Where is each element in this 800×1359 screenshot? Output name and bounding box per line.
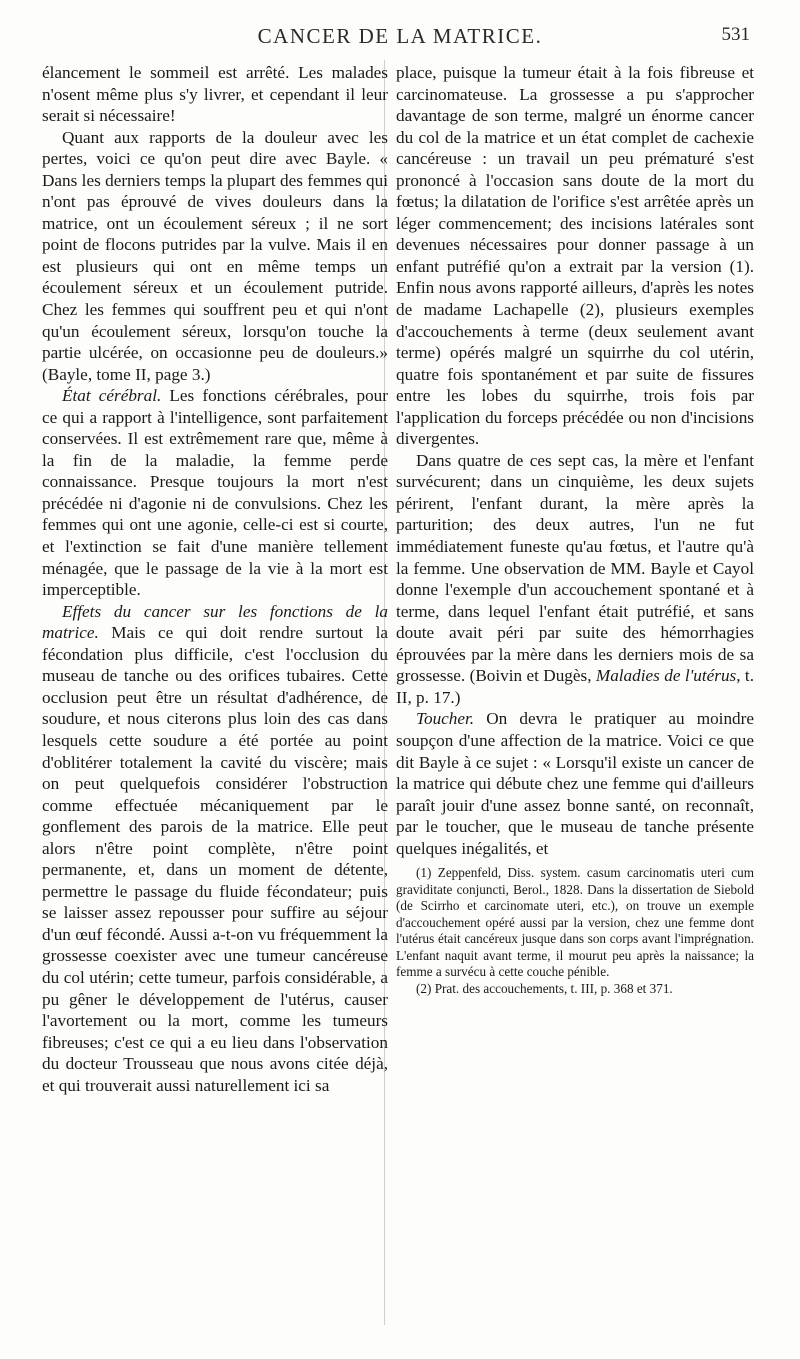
paragraph-sept-cas — [396, 450, 754, 709]
heading-etat-cerebral: État cérébral. — [62, 386, 162, 406]
citation-ref: , t. II, p. 17.) — [396, 666, 754, 707]
footnote-2-text: Prat. des accouchements, t. III, p. 368 et 371. — [431, 980, 673, 996]
paragraph-effets-cancer — [42, 601, 388, 1097]
heading-effets-cancer: Effets du cancer sur les fonctions de la matrice. — [42, 601, 388, 643]
heading-toucher: Toucher. — [416, 709, 475, 729]
text-sept-cas: Dans quatre de ces sept cas, la mère et l'enfant survécurent; dans un cinquième, les deux sujets périrent, l'enfant durant, la mère après la parturition; des deux autres, l'un ne fut immédiatement funeste qu'au fœtus, et l'autre qu'à la femme. Une observation de MM. Bayle et Cayol donne l'exemple d'un accouchement spontané et à terme, dans lequel l'enfant était putréfié, et sans doute avait péri par suite des hémorrhagies éprouvées par la mère dans les derniers mois de sa grossesse. (Boivin et Dugès, — [396, 450, 754, 686]
citation-title: Maladies de l'utérus — [595, 666, 737, 686]
right-column — [396, 62, 754, 997]
footnote-2-marker: (2) — [416, 980, 432, 996]
left-column — [42, 62, 388, 1096]
running-title: CANCER DE LA MATRICE. — [257, 24, 543, 48]
footnote-1 — [396, 865, 754, 981]
text-toucher: On devra le pratiquer au moindre soupçon d'une affection de la matrice. Voici ce que dit Bayle à ce sujet : « Lorsqu'il existe un cancer de la matrice qui débute chez une femme qui d'ailleurs paraît jouir d'une assez bonne santé, on reconnaît, par le toucher, que le museau de tanche présente quelques inégalités, et — [396, 709, 754, 858]
footnote-1-text: Zeppenfeld, Diss. system. casum carcinomatis uteri cum graviditate conjuncti, Berol., 1828. Dans la dissertation de Siebold (de Scirrho et carcinomate uteri, etc.), on trouve un exemple d'accouchement opéré aussi par la version, chez une femme dont l'utérus était cancéreux jusque dans son corps avant l'imprégnation. L'enfant naquit avant terme, il mourut peu après la naissance; la femme a survécu à cette couche pénible. — [396, 865, 754, 980]
footnote-2 — [396, 981, 754, 998]
paragraph-douleur-pertes: Quant aux rapports de la douleur avec les pertes, voici ce qu'on peut dire avec Bayle. « Dans les derniers temps la plupart des femmes qui n'ont pas éprouvé de vives douleurs dans la matrice, ont un écoulement séreux ; il ne sort point de flocons putrides par la vulve. Mais il en est plusieurs qui ont en même temps un écoulement séreux et un écoulement putride. Chez les femmes qui souffrent peu et qui n'ont qu'un écoulement séreux, lorsqu'on touche la partie ulcérée, on occasionne peu de douleurs.» (Bayle, tome II, page 3.) — [42, 127, 388, 384]
page-number: 531 — [721, 24, 750, 45]
text-effets-cancer: Mais ce qui doit rendre surtout la fécondation plus difficile, c'est l'occlusion du museau de tanche ou des orifices tubaires. Cette occlusion peut être un résultat d'adhérence, de soudure, et nous citerons plus loin des cas dans lesquels cette soudure a été portée au point d'oblitérer totalement la cavité du viscère; mais on peut quelquefois considérer l'obstruction comme effectuée mécaniquement par le gonflement des parois de la matrice. Elle peut alors n'être point complète, n'être point permanente, et, dans un moment de détente, permettre le passage du fluide fécondateur; puis se laisser assez repousser pour suffire au séjour d'un œuf fécondé. Aussi a-t-on vu fréquemment la grossesse coexister avec une tumeur cancéreuse du col utérin; cette tumeur, parfois considérable, a pu gêner le développement de l'utérus, causer l'avortement ou la mort, comme les tumeurs fibreuses; c'est ce qui a eu lieu dans l'observation du docteur Trousseau que nous avons citée déjà, et qui trouverait aussi naturellement ici sa — [42, 623, 388, 1095]
text-etat-cerebral: Les fonctions cérébrales, pour ce qui a rapport à l'intelligence, sont parfaitement conservées. Il est extrêmement rare que, même à la fin de la maladie, la femme perde connaissance. Presque toujours la mort n'est précédée ni d'agonie ni de convulsions. Chez les femmes qui ont une agonie, celle-ci est si courte, et l'extinction se fait d'une manière tellement ménagée, que le passage de la vie à la mort est imperceptible. — [42, 386, 389, 600]
paragraph-etat-cerebral — [42, 385, 388, 600]
running-head — [0, 24, 800, 54]
paragraph-place-tumeur: place, puisque la tumeur était à la fois fibreuse et carcinomateuse. La grossesse a pu s'approcher davantage de son terme, malgré un énorme cancer du col de la matrice et un état complet de cachexie cancéreuse : un travail un peu prématuré s'est prononcé à l'occasion sans doute de la mort du fœtus; la dilatation de l'orifice s'est arrêtée après un léger commencement; des incisions latérales sont devenues nécessaires pour donner passage à un enfant putréfié qu'on a extrait par la version (1). Enfin nous avons rapporté ailleurs, d'après les notes de madame Lachapelle (2), plusieurs exemples d'accouchements à terme (deux seulement avant terme) opérés malgré un squirrhe du col utérin, quatre fois spontanément et par suite de fissures entre les lobes du squirrhe, trois fois par l'application du forceps précédée ou non d'incisions divergentes. — [396, 63, 754, 449]
footnote-1-marker: (1) — [416, 865, 432, 881]
paragraph-continuation: élancement le sommeil est arrêté. Les malades n'osent même plus s'y livrer, et cependant il leur serait si nécessaire! — [42, 63, 388, 126]
paragraph-toucher — [396, 708, 754, 859]
